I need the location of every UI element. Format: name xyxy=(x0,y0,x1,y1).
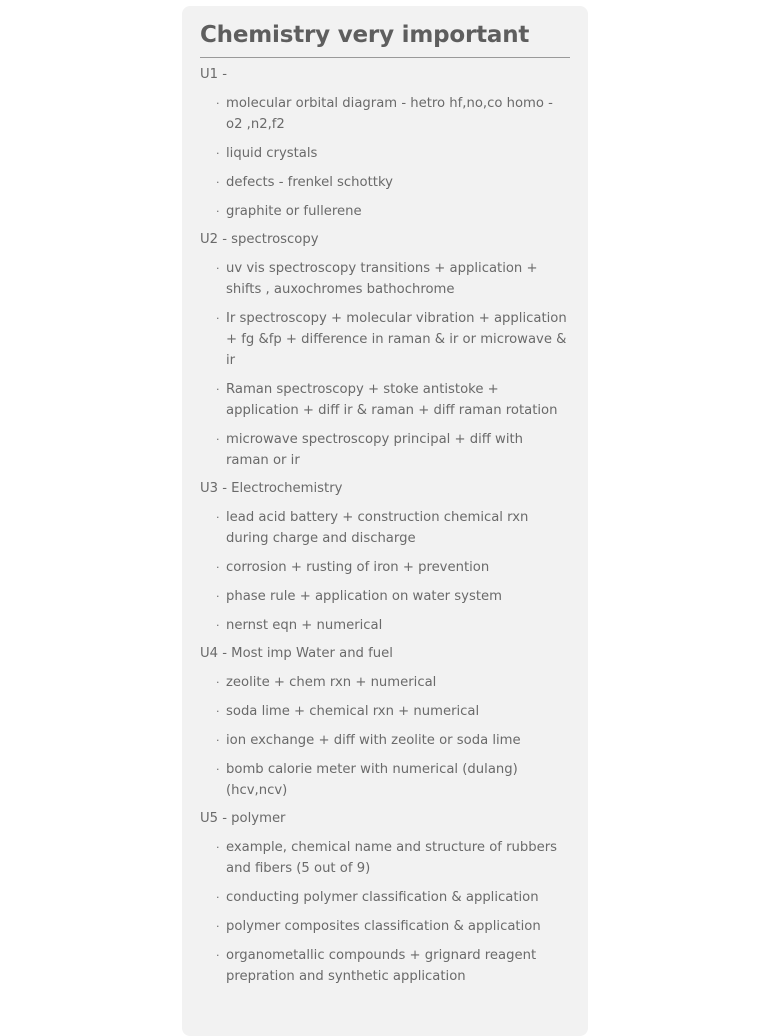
unit-2 xyxy=(200,229,570,471)
list-item xyxy=(200,258,570,300)
bullet-icon: · xyxy=(216,511,220,524)
unit-4 xyxy=(200,643,570,801)
bullet-icon: · xyxy=(216,920,220,933)
list-item xyxy=(200,837,570,879)
unit-heading: U2 - spectroscopy xyxy=(200,232,319,247)
list-item xyxy=(200,887,570,908)
list-item xyxy=(200,701,570,722)
bullet-icon: · xyxy=(216,841,220,854)
list-item xyxy=(200,916,570,937)
item-text: conducting polymer classification & application xyxy=(226,890,539,905)
bullet-icon: · xyxy=(216,734,220,747)
item-text: Raman spectroscopy + stoke antistoke + application + diff ir & raman + diff raman rotation xyxy=(226,382,558,418)
list-item xyxy=(200,586,570,607)
item-text: example, chemical name and structure of rubbers and fibers (5 out of 9) xyxy=(226,840,558,876)
item-text: zeolite + chem rxn + numerical xyxy=(226,675,437,690)
list-item xyxy=(200,557,570,578)
item-text: phase rule + application on water system xyxy=(226,589,502,604)
bullet-icon: · xyxy=(216,176,220,189)
item-text: uv vis spectroscopy transitions + application + shifts , auxochromes bathochrome xyxy=(226,261,538,297)
item-text: graphite or fullerene xyxy=(226,204,362,219)
unit-heading: U4 - Most imp Water and fuel xyxy=(200,646,393,661)
item-text: defects - frenkel schottky xyxy=(226,175,393,190)
list-item xyxy=(200,730,570,751)
bullet-icon: · xyxy=(216,763,220,776)
bullet-icon: · xyxy=(216,619,220,632)
list-item xyxy=(200,759,570,801)
bullet-icon: · xyxy=(216,205,220,218)
bullet-icon: · xyxy=(216,383,220,396)
topic-list xyxy=(200,507,570,636)
units-list xyxy=(200,64,570,987)
bullet-icon: · xyxy=(216,97,220,110)
page-title: Chemistry very important xyxy=(200,22,570,58)
item-text: ion exchange + diff with zeolite or soda lime xyxy=(226,733,521,748)
list-item xyxy=(200,672,570,693)
list-item xyxy=(200,507,570,549)
bullet-icon: · xyxy=(216,891,220,904)
list-item xyxy=(200,945,570,987)
item-text: microwave spectroscopy principal + diff with raman or ir xyxy=(226,432,524,468)
list-item xyxy=(200,143,570,164)
item-text: liquid crystals xyxy=(226,146,318,161)
bullet-icon: · xyxy=(216,676,220,689)
list-item xyxy=(200,172,570,193)
topic-list xyxy=(200,837,570,987)
topic-list xyxy=(200,93,570,222)
topic-list xyxy=(200,672,570,801)
bullet-icon: · xyxy=(216,262,220,275)
bullet-icon: · xyxy=(216,147,220,160)
bullet-icon: · xyxy=(216,312,220,325)
item-text: organometallic compounds + grignard reagent prepration and synthetic application xyxy=(226,948,537,984)
bullet-icon: · xyxy=(216,949,220,962)
item-text: soda lime + chemical rxn + numerical xyxy=(226,704,480,719)
bullet-icon: · xyxy=(216,433,220,446)
list-item xyxy=(200,308,570,371)
item-text: nernst eqn + numerical xyxy=(226,618,383,633)
notes-card xyxy=(182,6,588,1036)
list-item xyxy=(200,201,570,222)
list-item xyxy=(200,429,570,471)
item-text: corrosion + rusting of iron + prevention xyxy=(226,560,490,575)
list-item xyxy=(200,379,570,421)
bullet-icon: · xyxy=(216,561,220,574)
unit-3 xyxy=(200,478,570,636)
item-text: molecular orbital diagram - hetro hf,no,co homo - o2 ,n2,f2 xyxy=(226,96,553,132)
item-text: lead acid battery + construction chemical rxn during charge and discharge xyxy=(226,510,529,546)
unit-heading: U5 - polymer xyxy=(200,811,286,826)
bullet-icon: · xyxy=(216,705,220,718)
unit-heading: U1 - xyxy=(200,67,227,82)
item-text: bomb calorie meter with numerical (dulang) (hcv,ncv) xyxy=(226,762,518,798)
topic-list xyxy=(200,258,570,471)
list-item xyxy=(200,615,570,636)
bullet-icon: · xyxy=(216,590,220,603)
list-item xyxy=(200,93,570,135)
item-text: polymer composites classification & application xyxy=(226,919,541,934)
item-text: Ir spectroscopy + molecular vibration + application + fg &fp + difference in raman & ir or microwave & ir xyxy=(226,311,567,368)
unit-5 xyxy=(200,808,570,987)
unit-heading: U3 - Electrochemistry xyxy=(200,481,343,496)
unit-1 xyxy=(200,64,570,222)
